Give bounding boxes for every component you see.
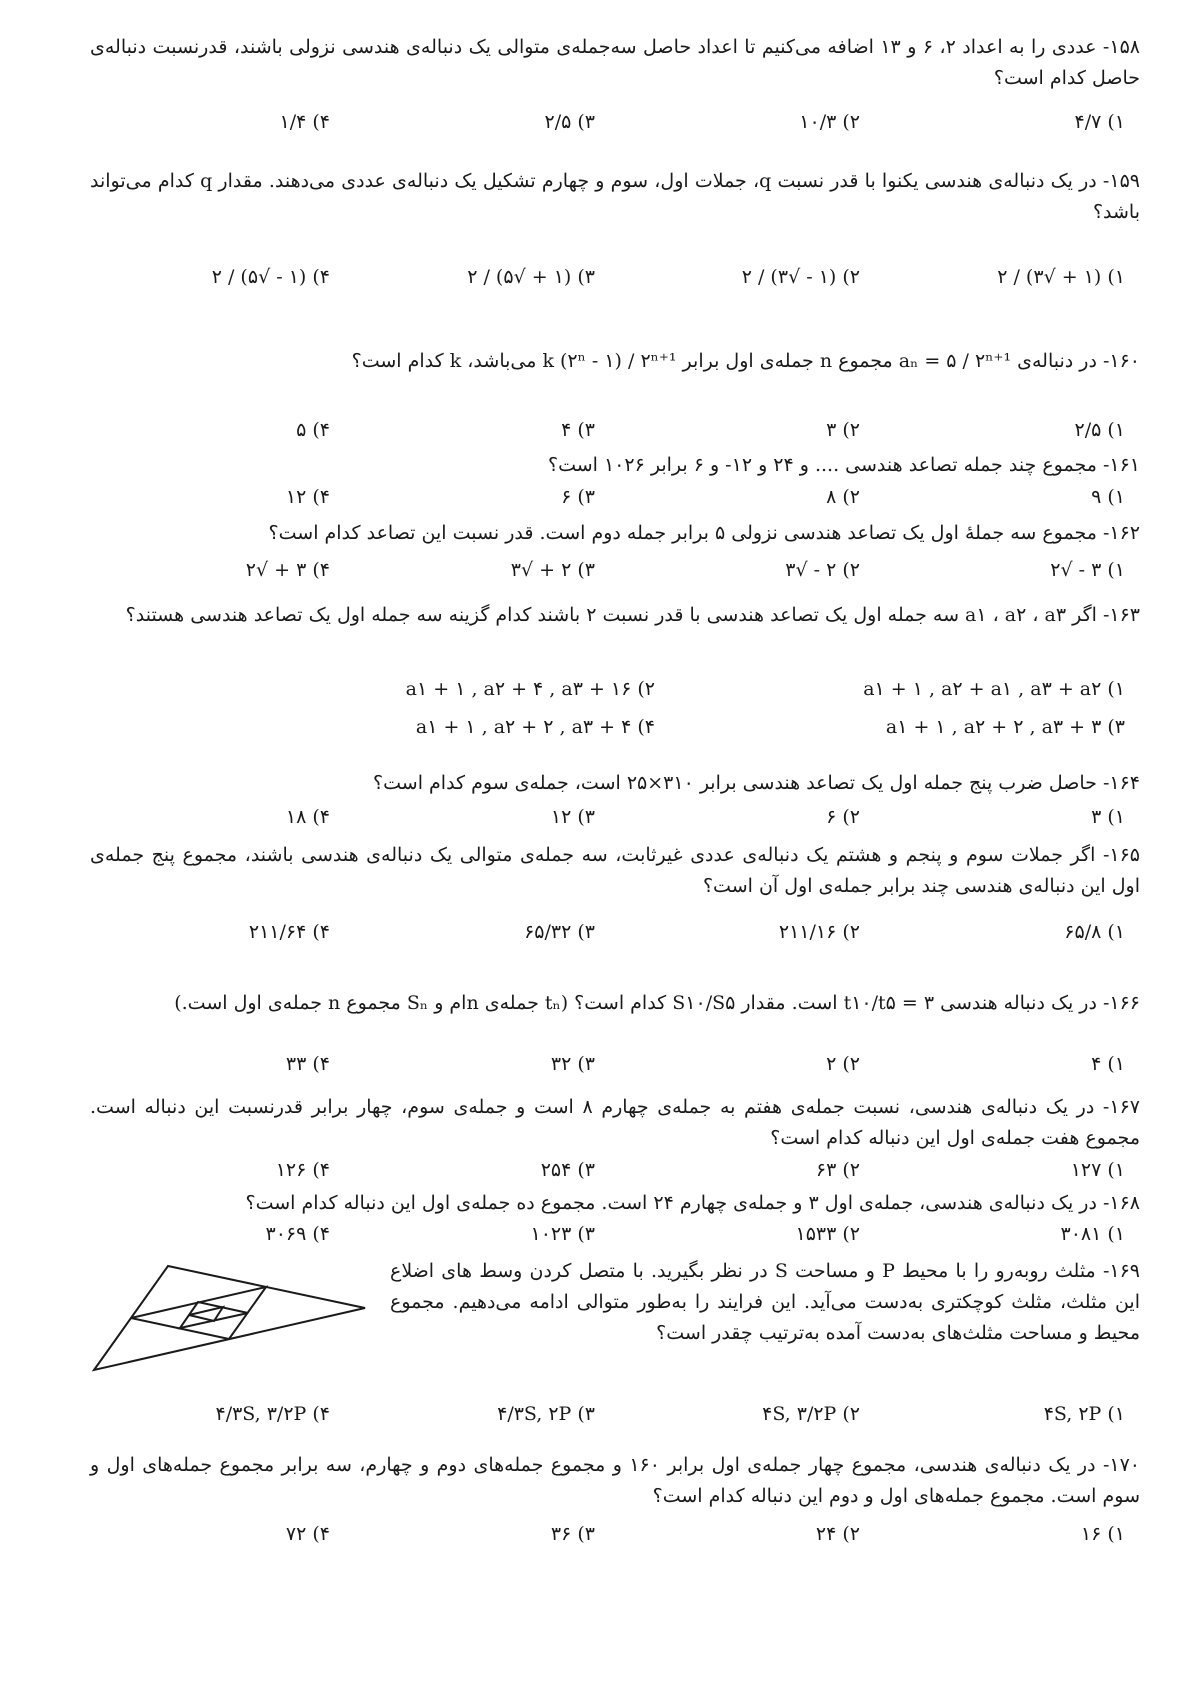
options-162 [120,548,1125,592]
option-4[interactable]: ۴) ۱۲۶ [275,1159,330,1181]
option-1[interactable]: ۱) ۴/۷ [1074,111,1125,133]
option-1[interactable]: ۱) ۲/۵ [1074,419,1125,441]
options-166 [120,1042,1125,1086]
option-4[interactable]: ۴) ۳ + √۲ [245,559,330,581]
option-1[interactable]: ۱) ۱۶ [1080,1523,1125,1545]
option-3[interactable]: ۳) ۲۵۴ [540,1159,595,1181]
options-168 [120,1212,1125,1256]
question-163 [90,600,1140,631]
question-text: ۱۶۶- در یک دنباله هندسی ۳ = t۱۰/t۵ است. مقدار S۱۰/S۵ کدام است؟ (tₙ جمله‌ی nام و Sₙ مجموع n جمله‌ی اول است.) [174,992,1140,1014]
question-167 [90,1092,1140,1154]
option-4[interactable]: ۴) ۲۱۱/۶۴ [248,921,330,943]
option-4[interactable]: ۴) ۵ [296,419,330,441]
option-3[interactable]: ۳) ۲ + √۳ [510,559,595,581]
option-3[interactable]: ۳) ۳۲ [550,1053,595,1075]
question-text: ۱۶۱- مجموع چند جمله تصاعد هندسی .... و ۲۴ و ۱۲- و ۶ برابر ۱۰۲۶ است؟ [547,454,1140,476]
question-text: ۱۷۰- در یک دنباله‌ی هندسی، مجموع چهار جمله‌ی اول برابر ۱۶۰ و مجموع جمله‌های دوم و چهارم، سه برابر مجموع جمله‌های اول و سوم است. مجموع جمله‌های اول و دوم این دنباله کدام است؟ [90,1454,1140,1507]
option-3[interactable]: ۳) a۱ + ۱ , a۲ + ۲ , a۳ + ۳ [885,716,1125,738]
option-3[interactable]: ۳) ۱۲ [550,806,595,828]
option-2[interactable]: ۲) ۲۱۱/۱۶ [778,921,860,943]
option-2[interactable]: ۲) ۸ [826,486,860,508]
option-1[interactable]: ۱) ۴ [1091,1053,1125,1075]
question-165 [90,840,1140,902]
question-170 [90,1450,1140,1512]
question-text: ۱۶۲- مجموع سه جملهٔ اول یک تصاعد هندسی نزولی ۵ برابر جمله دوم است. قدر نسبت این تصاعد کدام است؟ [268,522,1140,544]
option-3[interactable]: ۳) ۶۵/۳۲ [524,921,595,943]
option-4[interactable]: ۴) ۳۳ [285,1053,330,1075]
option-1[interactable]: ۱) ۳۰۸۱ [1060,1223,1125,1245]
option-1[interactable]: ۱) ۶۵/۸ [1064,921,1125,943]
question-text: ۱۶۴- حاصل ضرب پنج جمله اول یک تصاعد هندسی برابر ۳۱۰×۲۵ است، جمله‌ی سوم کدام است؟ [373,772,1140,794]
option-1[interactable]: ۱) ۹ [1091,486,1125,508]
option-4[interactable]: ۴) (۱ - √۵) / ۲ [211,266,330,288]
option-4[interactable]: ۴) ۱/۴ [279,111,330,133]
option-1[interactable]: ۱) (۱ + √۳) / ۲ [997,266,1125,288]
question-text: ۱۶۰- در دنباله‌ی aₙ = ۵ / ۲ⁿ⁺¹ مجموع n جمله‌ی اول برابر k (۲ⁿ - ۱) / ۲ⁿ⁺¹ می‌باشد، k کدام است؟ [351,350,1140,372]
option-4[interactable]: ۴) ۱۲ [285,486,330,508]
option-2[interactable]: ۲) ۶ [826,806,860,828]
option-2[interactable]: ۲) ۳ [826,419,860,441]
question-text: ۱۶۹- مثلث روبه‌رو را با محیط P و مساحت S در نظر بگیرید. با متصل کردن وسط های اضلاع این مثلث، مثلث کوچکتری به‌دست می‌آید. این فرایند را به‌طور متوالی ادامه می‌دهیم. مجموع محیط و مساحت مثلث‌های به‌دست آمده به‌ترتیب چقدر است؟ [390,1260,1140,1344]
option-3[interactable]: ۳) ۱۰۲۳ [530,1223,595,1245]
option-2[interactable]: ۲) ۲۴ [815,1523,860,1545]
question-text: ۱۶۳- اگر a۱ ، a۲ ، a۳ سه جمله اول یک تصاعد هندسی با قدر نسبت ۲ باشند کدام گزینه سه جمله اول یک تصاعد هندسی هستند؟ [125,604,1140,626]
option-1[interactable]: ۱) ۳ - √۲ [1050,559,1125,581]
option-4[interactable]: ۴) ۴/۳S, ۳/۲P [215,1403,330,1425]
options-158 [120,100,1125,144]
options-164 [120,795,1125,839]
options-170 [120,1512,1125,1556]
option-4[interactable]: ۴) ۱۸ [285,806,330,828]
option-2[interactable]: ۲) ۶۳ [815,1159,860,1181]
options-167 [120,1148,1125,1192]
question-text: ۱۵۸- عددی را به اعداد ۲، ۶ و ۱۳ اضافه می‌کنیم تا اعداد حاصل سه‌جمله‌ی متوالی یک دنباله‌ی هندسی نزولی باشند، قدرنسبت دنباله‌ی حاصل کدام است؟ [90,36,1140,89]
option-1[interactable]: ۱) ۴S, ۲P [1043,1403,1125,1425]
option-3[interactable]: ۳) ۴/۳S, ۲P [497,1403,595,1425]
option-2[interactable]: ۲) ۱۰/۳ [799,111,860,133]
question-158 [90,32,1140,94]
options-161 [120,475,1125,519]
option-2[interactable]: ۲) ۲ - √۳ [785,559,860,581]
option-4[interactable]: ۴) ۷۲ [285,1523,330,1545]
question-162 [90,518,1140,549]
question-text: ۱۶۷- در یک دنباله‌ی هندسی، نسبت جمله‌ی هفتم به جمله‌ی چهارم ۸ است و جمله‌ی سوم، چهار برابر قدرنسبت این دنباله است. مجموع هفت جمله‌ی اول این دنباله کدام است؟ [90,1096,1140,1149]
option-3[interactable]: ۳) ۳۶ [550,1523,595,1545]
nested-triangles-figure [90,1262,375,1374]
question-text: ۱۶۸- در یک دنباله‌ی هندسی، جمله‌ی اول ۳ و جمله‌ی چهارم ۲۴ است. مجموع ده جمله‌ی اول این دنباله کدام است؟ [245,1192,1140,1214]
option-2[interactable]: ۲) ۱۵۳۳ [795,1223,860,1245]
question-169 [390,1256,1140,1349]
options-163-row2 [120,705,1125,749]
options-169 [120,1392,1125,1436]
question-166 [90,988,1140,1019]
question-160 [90,346,1140,377]
option-4[interactable]: ۴) a۱ + ۱ , a۲ + ۲ , a۳ + ۴ [415,716,655,738]
option-3[interactable]: ۳) (۱ + √۵) / ۲ [467,266,595,288]
option-1[interactable]: ۱) ۳ [1091,806,1125,828]
option-1[interactable]: ۱) ۱۲۷ [1070,1159,1125,1181]
options-160 [120,408,1125,452]
options-165 [120,910,1125,954]
option-3[interactable]: ۳) ۴ [561,419,595,441]
option-3[interactable]: ۳) ۲/۵ [544,111,595,133]
option-4[interactable]: ۴) ۳۰۶۹ [265,1223,330,1245]
option-2[interactable]: ۲) a۱ + ۱ , a۲ + ۴ , a۳ + ۱۶ [405,678,655,700]
question-text: ۱۵۹- در یک دنباله‌ی هندسی یکنوا با قدر نسبت q، جملات اول، سوم و چهارم تشکیل یک دنباله‌ی عددی می‌دهند. مقدار q کدام می‌تواند باشد؟ [90,170,1140,223]
options-159 [120,255,1125,299]
question-text: ۱۶۵- اگر جملات سوم و پنجم و هشتم یک دنباله‌ی عددی غیرثابت، سه جمله‌ی متوالی یک دنباله‌ی هندسی باشند، مجموع پنج جمله‌ی اول این دنباله‌ی هندسی چند برابر جمله‌ی اول آن است؟ [90,844,1140,897]
option-1[interactable]: ۱) a۱ + ۱ , a۲ + a۱ , a۳ + a۲ [863,678,1125,700]
option-2[interactable]: ۲) (۱ - √۳) / ۲ [741,266,860,288]
question-159 [90,166,1140,228]
option-3[interactable]: ۳) ۶ [561,486,595,508]
option-2[interactable]: ۲) ۲ [826,1053,860,1075]
option-2[interactable]: ۲) ۴S, ۳/۲P [762,1403,860,1425]
